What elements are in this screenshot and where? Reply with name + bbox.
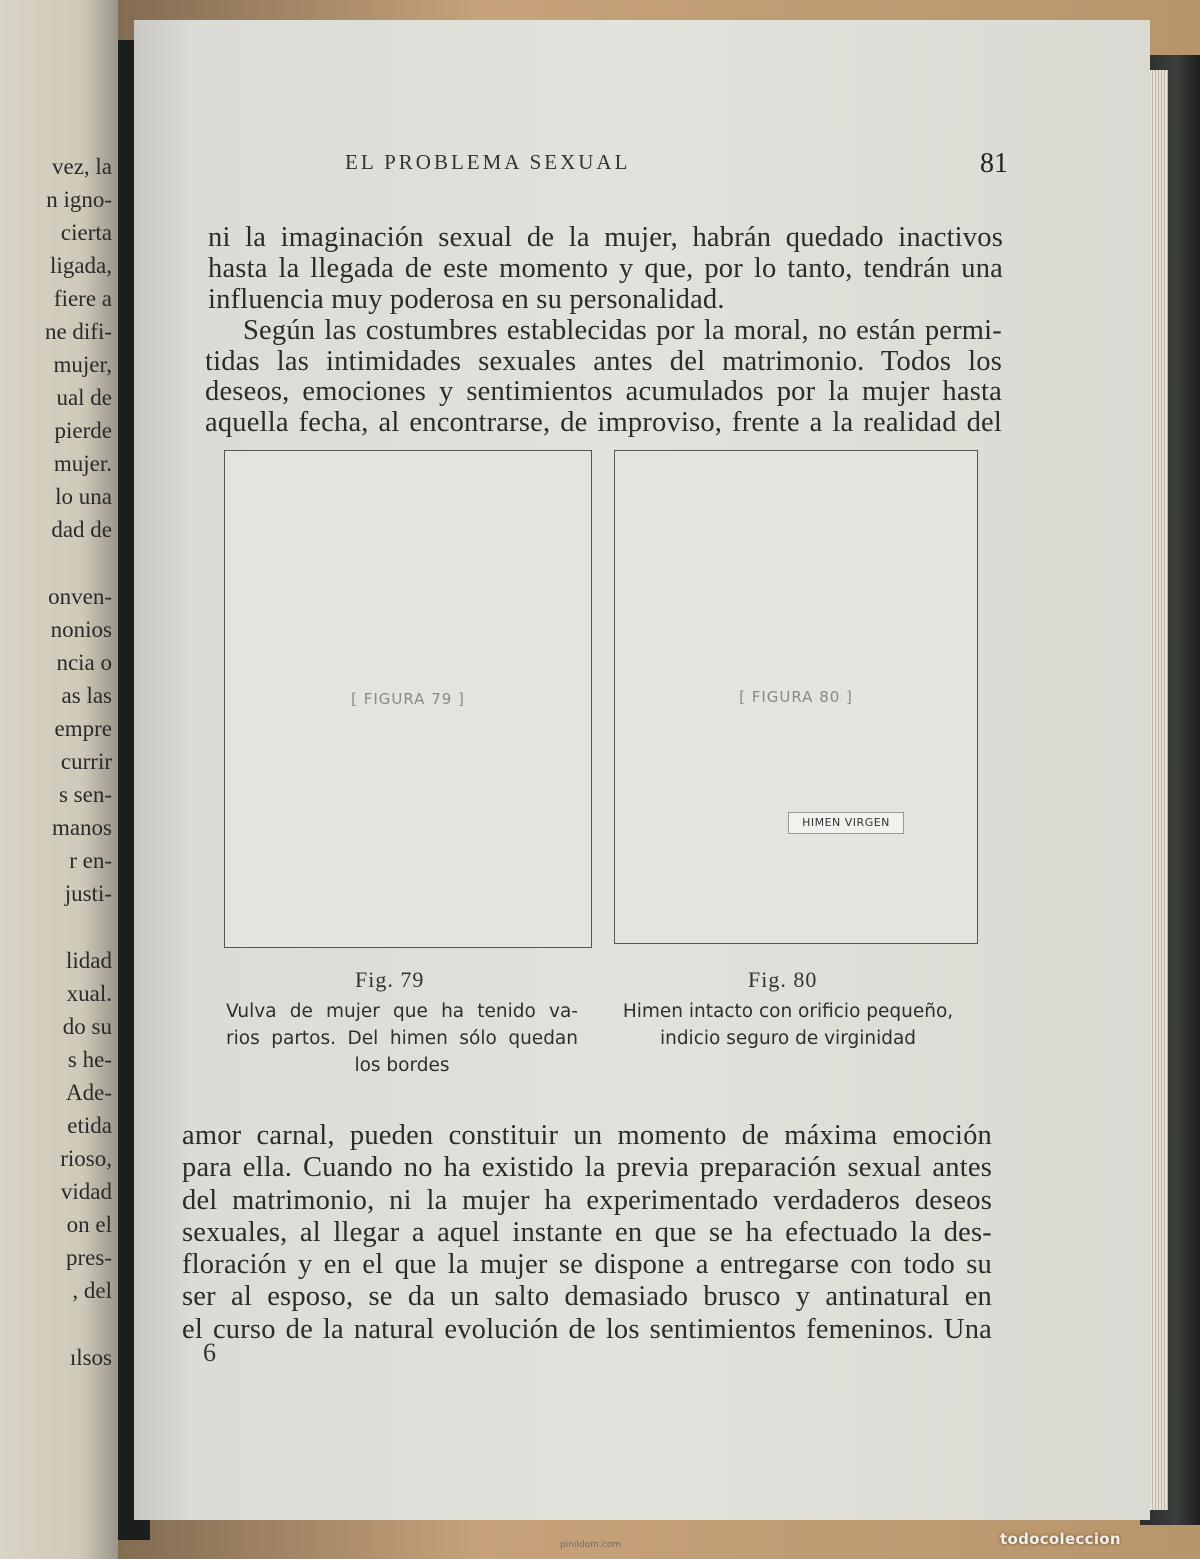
blank-line: [0, 910, 112, 944]
fragment-line: pierde: [54, 418, 112, 443]
fragment-line: ne difi-: [44, 319, 112, 344]
text-line: influencia muy poderosa en su personalidad.: [208, 284, 725, 315]
caption-line: Himen intacto con orificio pequeño,: [622, 1001, 954, 1022]
fragment-line: rioso,: [60, 1146, 112, 1171]
figure-80-caption: [604, 998, 972, 1052]
page-edges: [1150, 70, 1168, 1510]
fragment-line: Ade-: [66, 1080, 112, 1105]
fragment-line: ılsos: [69, 1345, 112, 1370]
text-line: amor carnal, pueden constituir un momento de máxima emoción: [182, 1120, 992, 1151]
fragment-line: cierta: [60, 220, 112, 245]
paragraph-3: [182, 1120, 992, 1346]
left-page: [0, 0, 118, 1559]
fragment-line: dad de: [51, 517, 112, 542]
fragment-line: nonios: [50, 617, 112, 642]
text-line: del matrimonio, ni la mujer ha experimentado verdaderos deseos: [182, 1184, 992, 1216]
fragment-line: pres-: [66, 1245, 112, 1270]
fragment-line: r en-: [69, 848, 112, 873]
fragment-line: vez, la: [51, 154, 112, 179]
fragment-line: ncia o: [56, 650, 112, 675]
fragment-line: manos: [51, 815, 112, 840]
caption-line: Vulva de mujer que ha tenido va-: [226, 1001, 578, 1022]
figure-80-label: Fig. 80: [748, 967, 818, 992]
fragment-line: ligada,: [50, 253, 112, 278]
fragment-line: s he-: [67, 1047, 112, 1072]
figure-80-inset-label: HIMEN VIRGEN: [788, 812, 904, 834]
text-line: hasta la llegada de este momento y que, por lo tanto, tendrán una: [208, 253, 1003, 284]
figure-79-label: Fig. 79: [355, 967, 425, 992]
text-line: ni la imaginación sexual de la mujer, habrán quedado inactivos: [208, 222, 1003, 253]
figure-placeholder: [ FIGURA 79 ]: [351, 690, 465, 708]
fragment-line: ual de: [56, 385, 112, 410]
site-watermark: todocoleccion: [1000, 1530, 1121, 1548]
small-watermark: pinildom.com: [560, 1540, 621, 1550]
signature-mark: 6: [203, 1338, 216, 1367]
fragment-line: lo una: [55, 484, 112, 509]
paragraph-2: [205, 316, 1002, 438]
fragment-line: etida: [67, 1113, 112, 1138]
fragment-line: n igno-: [46, 187, 112, 212]
caption-line: rios partos. Del himen sólo quedan: [226, 1028, 578, 1049]
caption-line: indicio seguro de virginidad: [659, 1028, 917, 1049]
fragment-line: xual.: [66, 981, 112, 1006]
fragment-line: s sen-: [58, 782, 112, 807]
text-line: sexuales, al llegar a aquel instante en que se ha efectuado la des-: [182, 1216, 992, 1248]
fragment-line: on el: [66, 1212, 112, 1237]
figure-79-caption: [226, 998, 578, 1079]
text-line: el curso de la natural evolución de los sentimientos femeninos. Una: [182, 1313, 992, 1345]
text-line: deseos, emociones y sentimientos acumulados por la mujer hasta: [205, 376, 1002, 407]
fragment-line: onven-: [48, 584, 112, 609]
running-head: EL PROBLEMA SEXUAL: [345, 150, 631, 174]
fragment-line: currir: [60, 749, 112, 774]
text-line: aquella fecha, al encontrarse, de improviso, frente a la realidad del: [205, 406, 1002, 438]
fragment-line: mujer.: [53, 451, 112, 476]
fragment-line: , del: [72, 1278, 112, 1303]
fragment-line: justi-: [64, 881, 112, 906]
blank-line: [0, 1307, 112, 1341]
fragment-line: lidad: [66, 948, 112, 973]
figure-79-frame: [224, 450, 592, 948]
blank-line: [0, 546, 112, 580]
fragment-line: empre: [54, 716, 112, 741]
text-line: ser al esposo, se da un salto demasiado brusco y antinatural en: [182, 1281, 992, 1313]
fragment-line: do su: [62, 1014, 112, 1039]
caption-line: los bordes: [354, 1055, 450, 1076]
text-line: tidas las intimidades sexuales antes del matrimonio. Todos los: [205, 345, 1002, 377]
text-line: Según las costumbres establecidas por la moral, no están permi-: [243, 315, 1002, 346]
figure-placeholder: [ FIGURA 80 ]: [739, 688, 853, 706]
fragment-line: fiere a: [53, 286, 112, 311]
paragraph-1: [208, 222, 1003, 315]
figure-80-frame: [614, 450, 978, 944]
page-number: 81: [980, 148, 1008, 179]
text-line: floración y en el que la mujer se dispone a entregarse con todo su: [182, 1249, 992, 1281]
left-page-text-fragments: [0, 150, 112, 1374]
fragment-line: mujer,: [53, 352, 112, 377]
text-line: para ella. Cuando no ha existido la previa preparación sexual antes: [182, 1152, 992, 1184]
fragment-line: vidad: [60, 1179, 112, 1204]
fragment-line: as las: [61, 683, 112, 708]
